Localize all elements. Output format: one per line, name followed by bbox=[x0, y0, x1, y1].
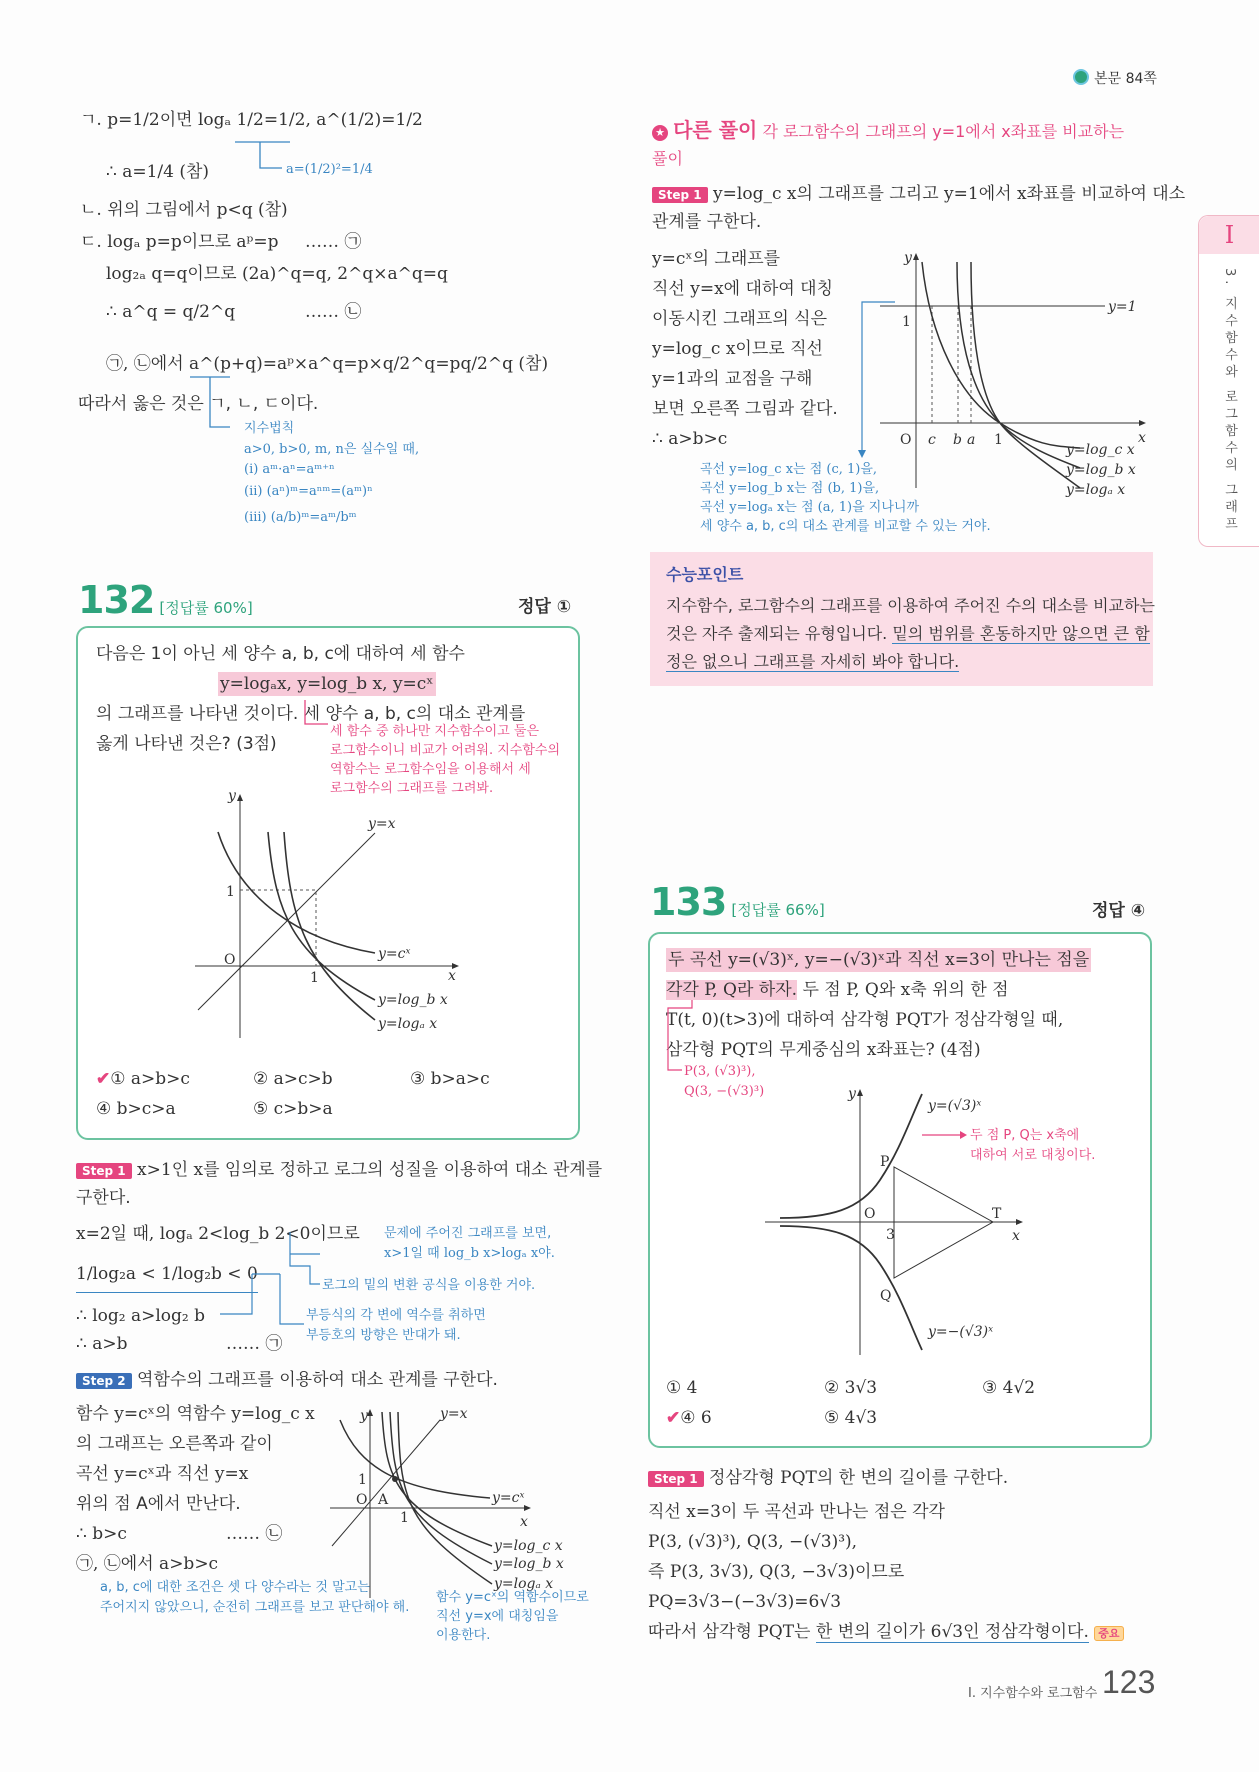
q133-answer: 정답 ④ bbox=[1092, 901, 1146, 921]
origin-label: O bbox=[900, 432, 912, 448]
s1-note-3a: 부등식의 각 변에 역수를 취하면 bbox=[306, 1308, 486, 1323]
q132-stem-2: 의 그래프를 나타낸 것이다. 세 양수 a, b, c의 대소 관계를 bbox=[96, 704, 526, 724]
footer-section: Ⅰ. 지수함수와 로그함수 bbox=[968, 1686, 1098, 1701]
page-ref-label: 본문 84쪽 bbox=[1094, 71, 1157, 87]
c-tick: c bbox=[928, 432, 936, 448]
q133-hint-2b: 대하여 서로 대칭이다. bbox=[970, 1148, 1096, 1163]
chapter-title: 3. 지수함수와 로그함수의 그래프 bbox=[1222, 268, 1237, 534]
one-y-label: 1 bbox=[226, 884, 235, 900]
s1-line-1: x=2일 때, logₐ 2<log_b 2<0이므로 bbox=[76, 1224, 360, 1244]
law-iii: (iii) (a/b)ᵐ=aᵐ/bᵐ bbox=[244, 510, 357, 525]
choice-4[interactable]: ✔④ 6 bbox=[666, 1408, 712, 1428]
law-ii: (ii) (aⁿ)ᵐ=aⁿᵐ=(aᵐ)ⁿ bbox=[244, 484, 373, 499]
alt-subtitle-2: 풀이 bbox=[652, 149, 683, 168]
curve-log-b bbox=[957, 262, 1080, 468]
q132-step1-title: Step 1 x>1인 x를 임의로 정하고 로그의 성질을 이용하여 대소 관계를 bbox=[76, 1158, 602, 1183]
three-label: 3 bbox=[886, 1227, 895, 1243]
hint-line: 로그함수이니 비교가 어려워. 지수함수의 bbox=[330, 743, 561, 758]
circle-icon bbox=[1073, 69, 1089, 85]
q133-hint-1a: P(3, (√3)³), bbox=[684, 1064, 756, 1079]
point-a-label: A bbox=[378, 1492, 389, 1508]
x-axis-label: x bbox=[520, 1514, 528, 1530]
alt-step-title: Step 1 y=log_c x의 그래프를 그리고 y=1에서 x좌표를 비교하여 대소 bbox=[652, 182, 1185, 207]
q133-stem-2: 각각 P, Q라 하자. 두 점 P, Q와 x축 위의 한 점 bbox=[666, 980, 1009, 1000]
note-a-value: a=(1/2)²=1/4 bbox=[286, 162, 373, 177]
law-title: 지수법칙 bbox=[244, 421, 295, 436]
hint-line: 로그함수의 그래프를 그려봐. bbox=[330, 781, 494, 796]
curve-log-a bbox=[398, 1412, 492, 1584]
q133-step1-title: Step 1 정삼각형 PQT의 한 변의 길이를 구한다. bbox=[648, 1466, 1008, 1491]
curve-log-c bbox=[922, 262, 1080, 448]
origin-label: O bbox=[864, 1206, 876, 1222]
s2-note-1b: 주어지지 않았으니, 순전히 그래프를 보고 판단해야 해. bbox=[100, 1600, 410, 1615]
choice-1[interactable]: ✔① a>b>c bbox=[96, 1069, 190, 1089]
curve-log-b bbox=[268, 832, 375, 1000]
log-b-label: y=log_b x bbox=[494, 1556, 564, 1572]
origin-label: O bbox=[356, 1492, 368, 1508]
hint-arrow bbox=[300, 700, 330, 730]
q132-stem-functions: y=logₐx, y=log_b x, y=cˣ bbox=[220, 674, 434, 694]
s2-note-2: 함수 y=cˣ의 역함수이므로 직선 y=x에 대칭임을 이용한다. bbox=[436, 1590, 589, 1643]
step1-badge: Step 1 bbox=[76, 1163, 132, 1179]
line-label: y=x bbox=[440, 1406, 468, 1422]
s1-line-4: ∴ a>b bbox=[76, 1334, 128, 1354]
one-x-label: 1 bbox=[400, 1510, 409, 1526]
a-tick: a bbox=[967, 432, 976, 448]
sol-line-2: ∴ a=1/4 (참) bbox=[106, 162, 210, 182]
s2-line-3: 곡선 y=cˣ과 직선 y=x bbox=[76, 1464, 249, 1484]
s2-line-5-tag: …… ㉡ bbox=[226, 1524, 283, 1544]
s2-line-5: ∴ b>c bbox=[76, 1524, 127, 1544]
guide-dashed bbox=[240, 890, 316, 966]
s1-note-2: 로그의 밑의 변환 공식을 이용한 거야. bbox=[322, 1278, 536, 1293]
star-icon: ★ bbox=[652, 125, 668, 141]
s2-line-1: 함수 y=cˣ의 역함수 y=log_c x bbox=[76, 1404, 315, 1424]
line-y-eq-x bbox=[332, 1420, 440, 1546]
important-badge: 중요 bbox=[1094, 1626, 1123, 1641]
point-line-2: 것은 자주 출제되는 유형입니다. 밑의 범위를 혼동하지만 않으면 큰 함 bbox=[666, 624, 1150, 643]
curve-bottom bbox=[780, 1226, 922, 1350]
sol-line-4-tag: …… ㉠ bbox=[305, 232, 362, 252]
curve-top bbox=[780, 1094, 922, 1218]
sol-line-6-tag: …… ㉡ bbox=[305, 302, 362, 322]
y-axis-label: y bbox=[228, 788, 236, 804]
step1-badge: Step 1 bbox=[652, 187, 708, 203]
alt-title: 다른 풀이 bbox=[673, 118, 758, 142]
q133-stem-3: T(t, 0)(t>3)에 대하여 삼각형 PQT가 정삼각형일 때, bbox=[666, 1010, 1064, 1030]
hint-line: 역함수는 로그함수임을 이용해서 세 bbox=[330, 762, 531, 777]
page-ref bbox=[1073, 68, 1157, 89]
curve-log-a bbox=[971, 262, 1080, 488]
q133-hint-2a: 두 점 P, Q는 x축에 bbox=[970, 1128, 1080, 1143]
choice-3[interactable]: ③ 4√2 bbox=[982, 1378, 1036, 1398]
log-b-label: y=log_b x bbox=[1066, 462, 1136, 478]
alt-graph bbox=[880, 248, 1170, 498]
alt-explanation: y=cˣ의 그래프를 직선 y=x에 대하여 대칭 이동시킨 그래프의 식은 y=log_c x이므로 직선 y=1과의 교점을 구해 보면 오른쪽 그림과 같다. ∴ a>b>c bbox=[652, 249, 838, 449]
law-i: (i) aᵐ·aⁿ=aᵐ⁺ⁿ bbox=[244, 462, 335, 477]
q133-hint-1b: Q(3, −(√3)³) bbox=[684, 1084, 765, 1099]
one-x-label: 1 bbox=[994, 432, 1003, 448]
s2-graph bbox=[320, 1400, 580, 1600]
t-label: T bbox=[992, 1206, 1002, 1222]
sol-line-4: ㄷ. logₐ p=p이므로 aᵖ=p bbox=[80, 232, 279, 252]
p-label: P bbox=[880, 1154, 890, 1170]
q133-sol-1: 직선 x=3이 두 곡선과 만나는 점은 각각 bbox=[648, 1502, 945, 1522]
q132-step1-title-2: 구한다. bbox=[76, 1188, 131, 1208]
q132-stem-1: 다음은 1이 아닌 세 양수 a, b, c에 대하여 세 함수 bbox=[96, 644, 465, 664]
q133-sol-3: 즉 P(3, 3√3), Q(3, −3√3)이므로 bbox=[648, 1562, 905, 1582]
alt-subtitle: 각 로그함수의 그래프의 y=1에서 x좌표를 비교하는 bbox=[762, 122, 1125, 141]
y-axis-label: y bbox=[360, 1408, 368, 1424]
sol-conclusion: 따라서 옳은 것은 ㄱ, ㄴ, ㄷ이다. bbox=[78, 394, 319, 414]
y-axis-label: y bbox=[904, 250, 912, 266]
q132-rate: [정답률 60%] bbox=[159, 599, 253, 617]
sol-line-1: ㄱ. p=1/2이면 logₐ 1/2=1/2, a^(1/2)=1/2 bbox=[80, 110, 423, 130]
choice-5[interactable]: ⑤ 4√3 bbox=[824, 1408, 878, 1428]
sol-line-6: ∴ a^q = q/2^q bbox=[106, 302, 236, 322]
b-tick: b bbox=[953, 432, 962, 448]
sol-line-3: ㄴ. 위의 그림에서 p<q (참) bbox=[80, 200, 288, 220]
log-a-label: y=logₐ x bbox=[494, 1576, 554, 1592]
log-c-label: y=log_c x bbox=[1066, 442, 1135, 458]
choice-2[interactable]: ② 3√3 bbox=[824, 1378, 878, 1398]
x-axis-label: x bbox=[448, 968, 456, 984]
check-icon: ✔ bbox=[666, 1408, 681, 1428]
q133-sol-5: 따라서 삼각형 PQT는 한 변의 길이가 6√3인 정삼각형이다. 중요 bbox=[648, 1620, 1124, 1646]
choice-5[interactable]: ⑤ c>b>a bbox=[253, 1099, 333, 1119]
chapter-side-tab[interactable] bbox=[1198, 215, 1259, 547]
y-axis-label: y bbox=[848, 1086, 856, 1102]
one-y-label: 1 bbox=[358, 1472, 367, 1488]
s2-line-6: ㉠, ㉡에서 a>b>c bbox=[76, 1554, 219, 1574]
line-label: y=x bbox=[368, 816, 396, 832]
point-box bbox=[650, 552, 1153, 686]
s1-note-1a: 문제에 주어진 그래프를 보면, bbox=[384, 1226, 552, 1241]
s1-note-1b: x>1일 때 log_b x>logₐ x야. bbox=[384, 1246, 555, 1261]
s2-line-2: 의 그래프는 오른쪽과 같이 bbox=[76, 1434, 273, 1454]
c-curve-label: y=cˣ bbox=[378, 946, 411, 962]
s1-line-2: 1/log₂a < 1/log₂b < 0 bbox=[76, 1262, 258, 1293]
choice-3[interactable]: ③ b>a>c bbox=[410, 1069, 490, 1089]
s1-note-3b: 부등호의 방향은 반대가 돼. bbox=[306, 1328, 461, 1343]
q132-graph bbox=[180, 780, 500, 1040]
log-a-label: y=logₐ x bbox=[1066, 482, 1126, 498]
q132-answer: 정답 ① bbox=[518, 597, 572, 617]
log-a-label: y=logₐ x bbox=[378, 1016, 438, 1032]
q133-stem-1: 두 곡선 y=(√3)ˣ, y=−(√3)ˣ과 직선 x=3이 만나는 점을 bbox=[668, 950, 1090, 970]
q132-stem-3: 옳게 나타낸 것은? (3점) bbox=[96, 734, 277, 754]
sol-line-5: log₂ₐ q=q이므로 (2a)^q=q, 2^q×a^q=q bbox=[106, 264, 448, 284]
choice-2[interactable]: ② a>c>b bbox=[253, 1069, 333, 1089]
law-arrow bbox=[190, 375, 240, 437]
point-line-1: 지수함수, 로그함수의 그래프를 이용하여 주어진 수의 대소를 비교하는 bbox=[666, 596, 1155, 615]
q133-number: 133 bbox=[650, 880, 727, 924]
q132-step2-title: Step 2 역함수의 그래프를 이용하여 대소 관계를 구한다. bbox=[76, 1368, 498, 1393]
c-curve-label: y=cˣ bbox=[492, 1490, 525, 1506]
q133-sol-4: PQ=3√3−(−3√3)=6√3 bbox=[648, 1592, 842, 1612]
law-condition: a>0, b>0, m, n은 실수일 때, bbox=[244, 442, 420, 457]
log-c-label: y=log_c x bbox=[494, 1538, 563, 1554]
point-title: 수능포인트 bbox=[666, 565, 744, 584]
s2-note-1a: a, b, c에 대한 조건은 셋 다 양수라는 것 말고는 bbox=[100, 1580, 370, 1595]
q133-graph bbox=[760, 1080, 1060, 1360]
check-icon: ✔ bbox=[96, 1069, 111, 1089]
hint2-arrow bbox=[922, 1130, 968, 1140]
q133-sol-2: P(3, (√3)³), Q(3, −(√3)³), bbox=[648, 1532, 858, 1552]
hint-line: 세 함수 중 하나만 지수함수이고 둘은 bbox=[330, 724, 540, 739]
point-line-3: 정은 없으니 그래프를 자세히 봐야 합니다. bbox=[666, 652, 960, 671]
s2-line-4: 위의 점 A에서 만난다. bbox=[76, 1494, 241, 1514]
step2-badge: Step 2 bbox=[76, 1373, 132, 1389]
q133-heading bbox=[650, 880, 825, 924]
page-number: 123 bbox=[1102, 1664, 1156, 1700]
q132-number: 132 bbox=[78, 578, 155, 622]
top-curve-label: y=(√3)ˣ bbox=[928, 1098, 982, 1114]
q132-heading bbox=[78, 578, 253, 622]
q-label: Q bbox=[880, 1288, 892, 1304]
bottom-curve-label: y=−(√3)ˣ bbox=[928, 1324, 994, 1340]
alt-step-title-2: 관계를 구한다. bbox=[652, 212, 762, 232]
step1-badge: Step 1 bbox=[648, 1471, 704, 1487]
y1-label: y=1 bbox=[1108, 299, 1137, 315]
q133-rate: [정답률 66%] bbox=[731, 901, 825, 919]
one-x-label: 1 bbox=[310, 970, 319, 986]
log-b-label: y=log_b x bbox=[378, 992, 448, 1008]
s1-line-3: ∴ log₂ a>log₂ b bbox=[76, 1306, 206, 1326]
s1-arrows bbox=[200, 1232, 320, 1337]
chapter-roman: I bbox=[1199, 216, 1259, 254]
alt-notes: 곡선 y=log_c x는 점 (c, 1)을, 곡선 y=log_b x는 점 (b, 1)을, 곡선 y=logₐ x는 점 (a, 1)을 지나니까 세 양수 a, b, c의 대소 관계를 비교할 수 있는 거야. bbox=[700, 462, 991, 534]
alt-heading bbox=[652, 114, 1124, 143]
choice-1[interactable]: ① 4 bbox=[666, 1378, 698, 1398]
s1-line-4-tag: …… ㉠ bbox=[226, 1334, 283, 1354]
x-axis-label: x bbox=[1012, 1228, 1020, 1244]
point-a bbox=[392, 1476, 398, 1482]
q133-stem-4: 삼각형 PQT의 무게중심의 x좌표는? (4점) bbox=[666, 1040, 981, 1060]
origin-label: O bbox=[224, 952, 236, 968]
sol-line-7: ㉠, ㉡에서 a^(p+q)=aᵖ×a^q=p×q/2^q=pq/2^q (참) bbox=[106, 354, 549, 374]
choice-4[interactable]: ④ b>c>a bbox=[96, 1099, 176, 1119]
one-y-label: 1 bbox=[902, 314, 911, 330]
note-arrow bbox=[230, 140, 290, 172]
x-axis-label: x bbox=[1138, 430, 1146, 446]
